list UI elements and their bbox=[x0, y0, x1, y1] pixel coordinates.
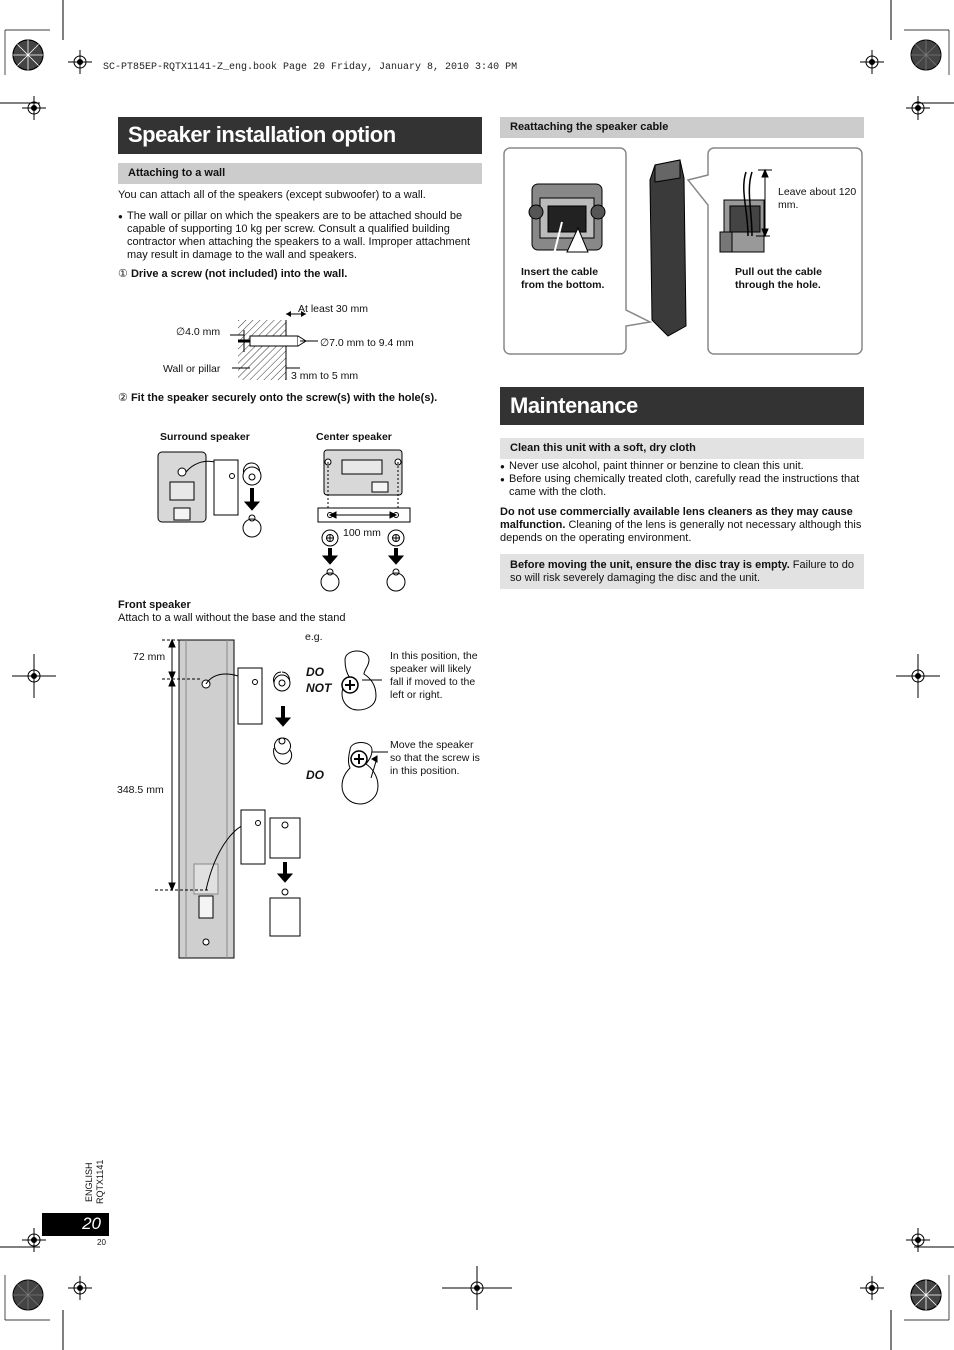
section-title-maintenance: Maintenance bbox=[500, 387, 864, 425]
dimension-348: 348.5 mm bbox=[117, 784, 164, 796]
lens-warning-bold: Do not use commercially available lens cleaners as they may cause malfunction. bbox=[500, 506, 853, 531]
page-number: 20 bbox=[42, 1213, 109, 1236]
example-label: e.g. bbox=[305, 631, 323, 643]
do-not-line2: NOT bbox=[306, 681, 332, 695]
disc-tray-note bbox=[500, 554, 864, 589]
intro-text: You can attach all of the speakers (except subwoofer) to a wall. bbox=[118, 189, 426, 201]
bullet-treated-cloth: ● Before using chemically treated cloth, carefully read the instructions that came with the cloth. bbox=[500, 473, 864, 499]
warning-bullet: ● The wall or pillar on which the speakers are to be attached should be capable of supporting 10 kg per screw. Consult a qualified building contractor when attaching the speakers to a wall. Improper attachment may result in damage to the wall and speakers. bbox=[118, 210, 482, 262]
surround-speaker-label: Surround speaker bbox=[160, 431, 250, 443]
step-1-text: Drive a screw (not included) into the wall. bbox=[130, 268, 348, 280]
leave-120mm-text: Leave about 120 mm. bbox=[778, 186, 857, 211]
footer-vertical-text bbox=[84, 1160, 112, 1210]
dimension-72: 72 mm bbox=[133, 651, 166, 663]
disc-tray-text: Failure to do so will risk severely damaging the disc and the unit. bbox=[510, 559, 854, 584]
center-dimension-label: 100 mm bbox=[343, 527, 381, 539]
footer-code: RQTX1141 bbox=[95, 1159, 105, 1204]
pull-cable-text: Pull out the cable through the hole. bbox=[735, 266, 822, 291]
center-speaker-label: Center speaker bbox=[316, 431, 392, 443]
insert-cable-text: Insert the cable from the bottom. bbox=[521, 266, 605, 291]
front-speaker-label: Front speaker bbox=[118, 599, 191, 611]
footer-language: ENGLISH bbox=[84, 1162, 94, 1202]
lens-cleaner-note bbox=[500, 506, 864, 545]
subheading-reattaching-cable: Reattaching the speaker cable bbox=[500, 117, 864, 138]
lens-warning-text: Cleaning of the lens is generally not necessary although this depends on the operating environment. bbox=[500, 519, 862, 544]
do-not-line1: DO bbox=[306, 665, 324, 679]
page-number-small: 20 bbox=[97, 1238, 106, 1247]
do-not-text: In this position, the speaker will likely fall if moved to the left or right. bbox=[390, 650, 478, 701]
subheading-attaching-wall: Attaching to a wall bbox=[118, 163, 482, 184]
front-speaker-desc: Attach to a wall without the base and the stand bbox=[118, 612, 346, 624]
label-at-least: At least 30 mm bbox=[298, 303, 369, 315]
print-header: SC-PT85EP-RQTX1141-Z_eng.book Page 20 Friday, January 8, 2010 3:40 PM bbox=[103, 62, 518, 73]
disc-tray-bold: Before moving the unit, ensure the disc tray is empty. bbox=[510, 559, 790, 571]
label-diameter-small: ∅4.0 mm bbox=[176, 326, 221, 338]
step-1-number: ① bbox=[118, 268, 128, 280]
do-text: Move the speaker so that the screw is in this position. bbox=[390, 739, 480, 777]
label-depth: 3 mm to 5 mm bbox=[291, 370, 359, 382]
label-diameter-large: ∅7.0 mm to 9.4 mm bbox=[320, 337, 414, 349]
label-wall-pillar: Wall or pillar bbox=[163, 363, 221, 375]
step-2-number: ② bbox=[118, 392, 128, 404]
subheading-clean-unit: Clean this unit with a soft, dry cloth bbox=[500, 438, 864, 459]
section-title-speaker-installation: Speaker installation option bbox=[118, 117, 482, 154]
maintenance-bullets bbox=[500, 460, 864, 499]
bullet-no-solvents: ● Never use alcohol, paint thinner or benzine to clean this unit. bbox=[500, 460, 864, 473]
do-label: DO bbox=[306, 768, 324, 782]
step-2-text: Fit the speaker securely onto the screw(s) with the hole(s). bbox=[130, 392, 438, 404]
